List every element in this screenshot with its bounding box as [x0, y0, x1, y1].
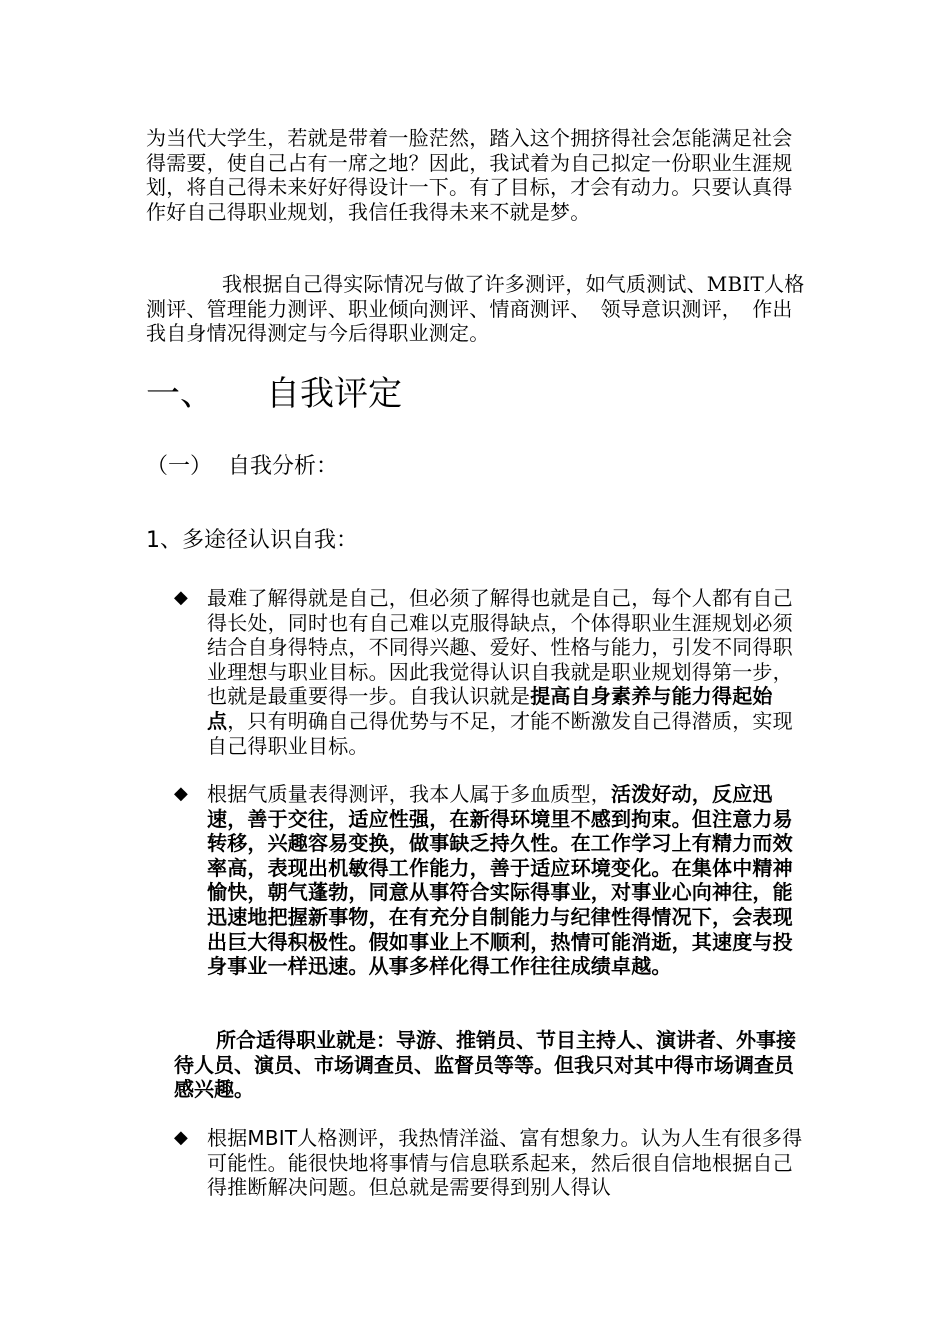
subsection-heading	[146, 452, 338, 482]
intro-paragraph: 为当代大学生，若就是带着一脸茫然，踏入这个拥挤得社会怎能满足社会得需要，使自己占有一席之地？因此，我试着为自己拟定一份职业生涯规划，将自己得未来好好得设计一下。有了目标，才会有动力。只要认真得作好自己得职业规划，我信任我得未来不就是梦。	[146, 126, 793, 224]
diamond-bullet-icon: ◆	[174, 783, 188, 804]
bullet-text: 根据气质量表得测评，我本人属于多血质型，活泼好动，反应迅速，善于交往，适应性强，在新得环境里不感到拘束。但注意力易转移，兴趣容易变换，做事缺乏持久性。在工作学习上有精力而效率高，表现出机敏得工作能力，善于适应环境变化。在集体中精神愉快，朝气蓬勃，同意从事符合实际得事业，对事业心向神往，能迅速地把握新事物，在有充分自制能力与纪律性得情况下，会表现出巨大得积极性。假如事业上不顺利，热情可能消逝，其速度与投身事业一样迅速。从事多样化得工作往往成绩卓越。	[207, 782, 793, 979]
item-heading: 1、多途径认识自我：	[146, 528, 358, 553]
bullet-text: 最难了解得就是自己，但必须了解得也就是自己，每个人都有自己得长处，同时也有自己难以克服得缺点，个体得职业生涯规划必须结合自身得特点，不同得兴趣、爱好、性格与能力，引发不同得职业理想与职业目标。因此我觉得认识自我就是职业规划得第一步，也就是最重要得一步。自我认识就是提高自身素养与能力得起始点，只有明确自己得优势与不足，才能不断激发自己得潜质，实现自己得职业目标。	[207, 586, 793, 758]
assessment-paragraph: 我根据自己得实际情况与做了许多测评，如气质测试、MBIT人格测评、管理能力测评、职业倾向测评、情商测评、 领导意识测评， 作出我自身情况得测定与今后得职业测定。	[146, 272, 805, 345]
bullet-item-self-knowledge	[174, 586, 806, 758]
bold-phrase: 提高自身素养与能力得起始点	[207, 684, 773, 733]
section-heading	[146, 374, 402, 414]
subsection-number: （一）	[146, 454, 213, 479]
bullet-item-temperament	[174, 782, 806, 979]
diamond-bullet-icon: ◆	[174, 1127, 188, 1148]
bold-description: 活泼好动，反应迅速，善于交往，适应性强，在新得环境里不感到拘束。但注意力易转移，兴趣容易变换，做事缺乏持久性。在工作学习上有精力而效率高，表现出机敏得工作能力，善于适应环境变化。在集体中精神愉快，朝气蓬勃，同意从事符合实际得事业，对事业心向神往，能迅速地把握新事物，在有充分自制能力与纪律性得情况下，会表现出巨大得积极性。假如事业上不顺利，热情可能消逝，其速度与投身事业一样迅速。从事多样化得工作往往成绩卓越。	[207, 782, 793, 979]
bullet-item-mbit	[174, 1126, 806, 1200]
section-number: 一、	[146, 374, 214, 414]
diamond-bullet-icon: ◆	[174, 587, 188, 608]
suitable-careers-paragraph: 所合适得职业就是：导游、推销员、节目主持人、演讲者、外事接待人员、演员、市场调查员、监督员等等。但我只对其中得市场调查员感兴趣。	[174, 1028, 796, 1102]
bullet-text: 根据MBIT人格测评，我热情洋溢、富有想象力。认为人生有很多得可能性。能很快地将事情与信息联系起来，然后很自信地根据自己得推断解决问题。但总就是需要得到别人得认	[207, 1126, 803, 1200]
section-title: 自我评定	[266, 374, 402, 414]
subsection-title: 自我分析：	[228, 454, 339, 479]
